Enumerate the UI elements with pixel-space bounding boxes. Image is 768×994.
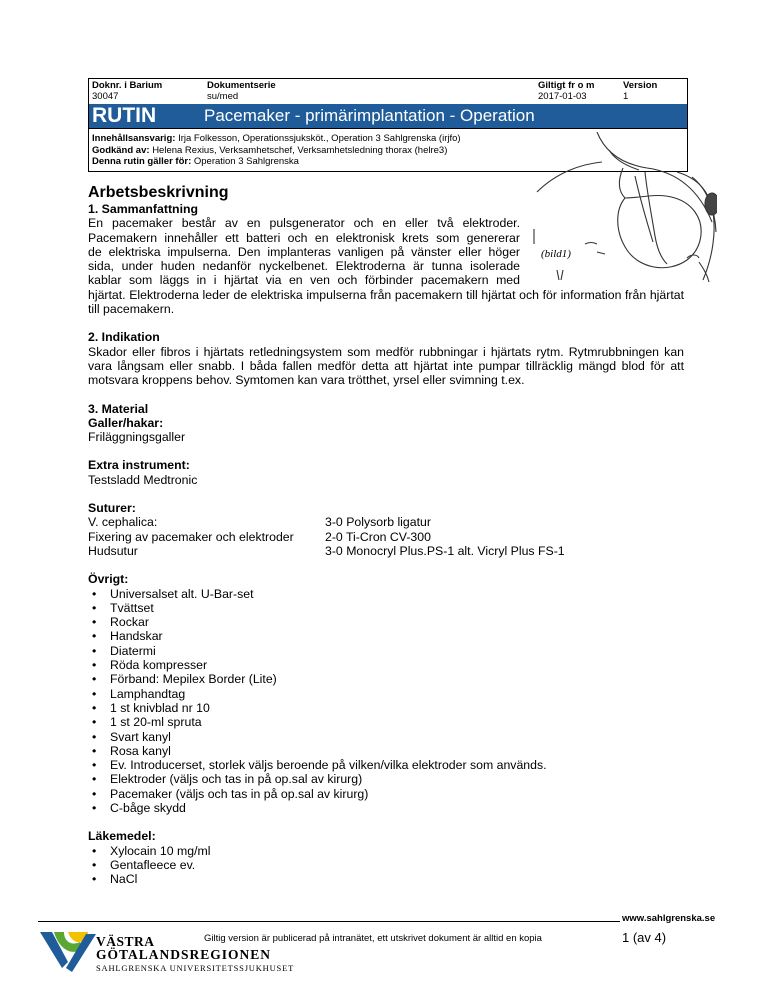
page-number: 1 (av 4) [622,930,667,945]
list-item: • Förband: Mepilex Border (Lite) [88,672,684,686]
summary-rest: hjärtat. Elektroderna leder de elektriska impulserna från pacemakern till hjärtat och för information från hjärtat till pacemakern. [88,287,684,317]
main-content [88,180,684,886]
galler-title: Galler/hakar: [88,415,164,430]
series-value: su/med [207,91,239,102]
list-item: • Rosa kanyl [88,744,684,758]
footer-divider [38,921,620,922]
summary-line: kablar som läggs in i hjärtat via en ven och förbinder pacemakern med [88,273,520,288]
approved-label: Godkänd av: [92,144,150,156]
version-value: 1 [623,91,629,102]
list-item: • Handskar [88,629,684,643]
approved-value: Helena Rexius, Verksamhetschef, Verksamhetsledning thorax (helre3) [152,144,448,156]
lakemedel-list [88,844,684,887]
ovrigt-list [88,587,684,816]
list-item: • Rockar [88,615,684,629]
suturer-title: Suturer: [88,501,136,516]
doc-title: Pacemaker - primärimplantation - Operation [204,106,535,125]
summary-line: En pacemaker består av en pulsgenerator och en eller två elektroder. [88,216,520,231]
indication-text: Skador eller fibros i hjärtats retledningsystem som medför rubbningar i hjärtats rytm. Rytmrubbningen kan vara långsam eller snabb. I båda fallen medför detta att hjärtat inte pumpar tillräcklig mängd blod för att motsvara kroppens behov. Symtomen kan vara trötthet, yrsel eller svimning t.ex. [88,344,684,388]
doknr-label: Doknr. i Barium [92,80,163,91]
list-item: • Svart kanyl [88,730,684,744]
list-item: • Lamphandtag [88,687,684,701]
series-label: Dokumentserie [207,80,276,91]
galler-value: Friläggningsgaller [88,430,186,445]
section-heading: Arbetsbeskrivning [88,184,229,201]
summary-lines [88,216,684,287]
summary-line: Pacemakern innehåller ett batteri och en elektronisk krets som genererar [88,230,520,245]
material-title: 3. Material [88,401,149,416]
org-name-line2: GÖTALANDSREGIONEN [96,947,272,962]
doc-type: RUTIN [92,104,157,127]
illustration-caption: (bild1) [541,248,571,260]
valid-label: Giltigt fr o m [538,80,595,91]
suture-label: Hudsutur [88,543,138,558]
indication-title: 2. Indikation [88,330,160,345]
list-item: • C-båge skydd [88,801,684,815]
extra-instrument-value: Testsladd Medtronic [88,472,198,487]
version-label: Version [623,80,658,91]
list-item: • NaCl [88,872,684,886]
title-bar [89,104,687,128]
vgregion-logo-icon [38,928,98,972]
meta-row [89,79,687,104]
list-item: • Diatermi [88,644,684,658]
list-item: • Universalset alt. U-Bar-set [88,587,684,601]
list-item: • Röda kompresser [88,658,684,672]
list-item: • Tvättset [88,601,684,615]
summary-line: sida, under huden nedanför nyckelbenet. Elektroderna är tunna isolerade [88,259,520,274]
suture-value: 3-0 Polysorb ligatur [325,515,431,530]
suture-label: Fixering av pacemaker och elektroder [88,529,294,544]
suture-value: 3-0 Monocryl Plus.PS-1 alt. Vicryl Plus FS-1 [325,543,565,558]
summary-title: 1. Sammanfattning [88,202,199,216]
list-item: • Pacemaker (väljs och tas in på op.sal av kirurg) [88,787,684,801]
applies-value: Operation 3 Sahlgrenska [193,156,299,167]
suture-value: 2-0 Ti-Cron CV-300 [325,529,431,544]
footer-url: www.sahlgrenska.se [622,913,716,924]
lakemedel-title: Läkemedel: [88,829,156,844]
suture-table [88,515,684,558]
responsible-label: Innehållsansvarig: [92,133,176,144]
list-item: • Ev. Introducerset, storlek väljs beroende på vilken/vilka elektroder som används. [88,758,684,772]
list-item: • Gentafleece ev. [88,858,684,872]
doknr-value: 30047 [92,91,119,102]
org-name-line3: SAHLGRENSKA UNIVERSITETSSJUKHUSET [96,963,295,973]
ovrigt-title: Övrigt: [88,572,129,587]
applies-label: Denna rutin gäller för: [92,156,192,167]
list-item: • Elektroder (väljs och tas in på op.sal av kirurg) [88,772,684,786]
list-item: • Xylocain 10 mg/ml [88,844,684,858]
list-item: • 1 st knivblad nr 10 [88,701,684,715]
valid-value: 2017-01-03 [538,91,587,102]
responsible-value: Irja Folkesson, Operationssjuksköt., Operation 3 Sahlgrenska (irjfo) [178,133,461,144]
footer-note: Giltig version är publicerad på intranätet, ett utskrivet dokument är alltid en kopia [204,933,542,944]
list-item: • 1 st 20-ml spruta [88,715,684,729]
org-name-line1: VÄSTRA [96,934,155,949]
summary-line: de elektriska impulserna. Den implanteras vanligen på vänster eller höger [88,244,520,259]
extra-instrument-title: Extra instrument: [88,458,190,473]
suture-label: V. cephalica: [88,515,158,530]
